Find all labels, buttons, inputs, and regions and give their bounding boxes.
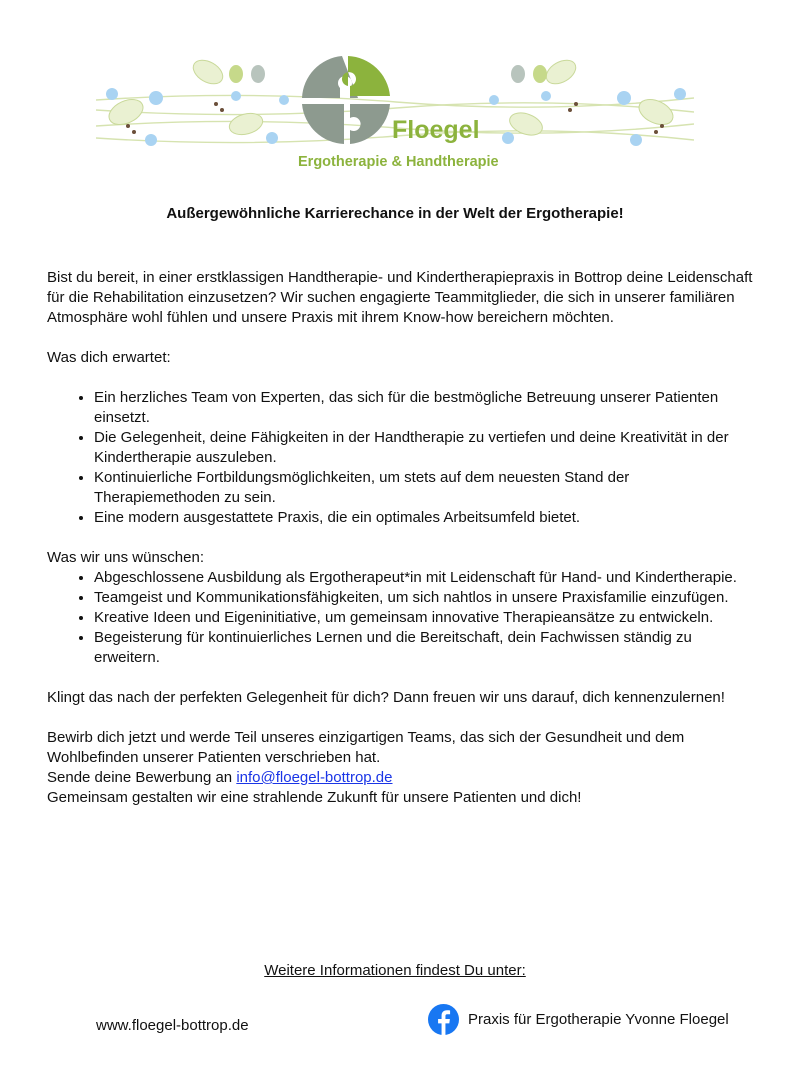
list-item: • Kontinuierliche Fortbildungsmöglichkeiten, um stets auf dem neuesten Stand der Therapiemethoden zu sein. — [94, 468, 757, 508]
intro-paragraph: Bist du bereit, in einer erstklassigen Handtherapie- und Kindertherapiepraxis in Bottrop deine Leidenschaft für die Rehabilitation einzusetzen? Wir suchen engagierte Teammitglieder, die sich in unserer familiären Atmosphäre wohl fühlen und unsere Praxis mit ihrem Know-how bereichern möchten. — [47, 269, 753, 326]
list-item: • Teamgeist und Kommunikationsfähigkeiten, um sich nahtlos in unsere Praxisfamilie einzufügen. — [94, 588, 757, 608]
apply-prefix: Sende deine Bewerbung an — [47, 769, 237, 786]
closing-paragraph: Klingt das nach der perfekten Gelegenheit für dich? Dann freuen wir uns darauf, dich kennenzulernen! — [47, 689, 725, 706]
brand-name: Floegel — [392, 116, 480, 144]
facebook-label: Praxis für Ergotherapie Yvonne Floegel — [468, 1011, 729, 1028]
letter-body — [47, 268, 757, 808]
brand-tagline: Ergotherapie & Handtherapie — [298, 154, 499, 170]
list-item: • Begeisterung für kontinuierliches Lernen und die Bereitschaft, dein Fachwissen ständig zu erweitern. — [94, 628, 757, 668]
list-item: • Die Gelegenheit, deine Fähigkeiten in der Handtherapie zu vertiefen und deine Kreativität in der Kindertherapie auszuleben. — [94, 428, 757, 468]
page-title: Außergewöhnliche Karrierechance in der Welt der Ergotherapie! — [166, 205, 624, 222]
apply-line-3: Gemeinsam gestalten wir eine strahlende Zukunft für unsere Patienten und dich! — [47, 789, 582, 806]
facebook-link[interactable] — [428, 1004, 729, 1035]
leaf-decoration — [105, 55, 677, 139]
list-item: • Abgeschlossene Ausbildung als Ergotherapeut*in mit Leidenschaft für Hand- und Kindertherapie. — [94, 568, 757, 588]
apply-line-2 — [47, 768, 757, 788]
expect-list — [47, 388, 757, 528]
list-item: • Ein herzliches Team von Experten, das sich für die bestmögliche Betreuung unserer Patienten einsetzt. — [94, 388, 757, 428]
email-link[interactable]: info@floegel-bottrop.de — [236, 769, 393, 786]
more-info-heading: Weitere Informationen findest Du unter: — [264, 962, 526, 979]
owl-decoration — [229, 65, 547, 83]
header-banner — [96, 42, 694, 182]
expect-heading: Was dich erwartet: — [47, 349, 171, 366]
website-link[interactable]: www.floegel-bottrop.de — [96, 1017, 249, 1034]
list-item: • Kreative Ideen und Eigeninitiative, um gemeinsam innovative Therapieansätze zu entwickeln. — [94, 608, 757, 628]
wishes-heading: Was wir uns wünschen: — [47, 549, 205, 566]
wishes-list — [47, 568, 757, 668]
facebook-icon — [428, 1004, 459, 1035]
apply-line-1: Bewirb dich jetzt und werde Teil unseres einzigartigen Teams, das sich der Gesundheit und dem Wohlbefinden unserer Patienten verschrieben hat. — [47, 729, 685, 766]
list-item: • Eine modern ausgestattete Praxis, die ein optimales Arbeitsumfeld bietet. — [94, 508, 757, 528]
